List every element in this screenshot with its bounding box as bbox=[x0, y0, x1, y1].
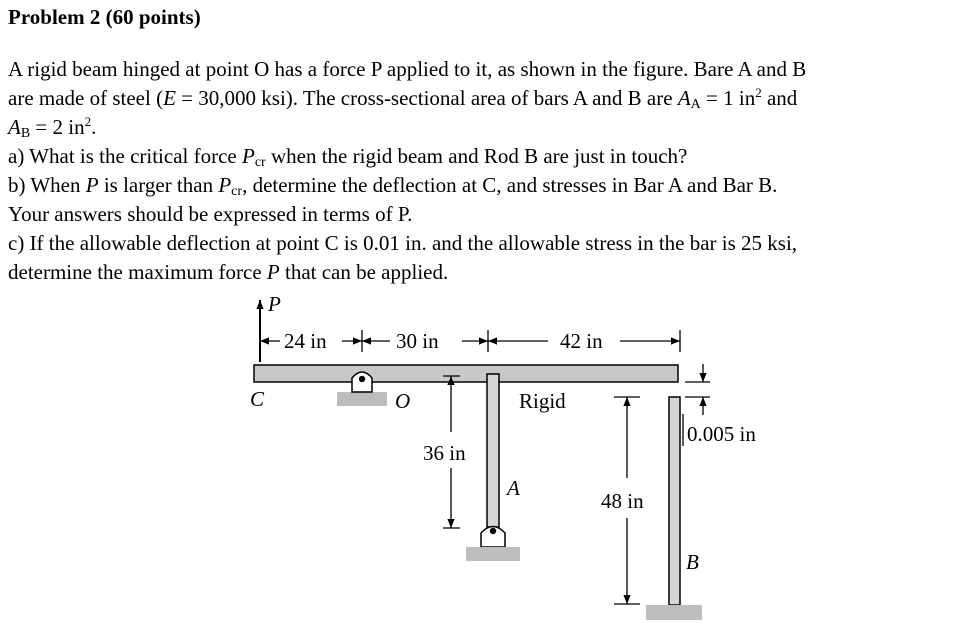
question-c-line-2: determine the maximum force P that can be applied. bbox=[8, 260, 449, 284]
bar-b bbox=[669, 397, 680, 605]
question-a: a) What is the critical force $P_{cr}$ when the rigid beam and Rod B are just in touch? bbox=[8, 144, 688, 170]
bar-b-label: B bbox=[686, 550, 699, 574]
dimension-30-in: 30 in bbox=[396, 329, 439, 353]
problem-heading: Problem 2 (60 points) bbox=[8, 5, 201, 29]
dimension-36-in: 36 in bbox=[423, 441, 466, 465]
intro-line-2: are made of steel (E = 30,000 ksi). The cross-sectional area of bars A and B are $A_A = 1$ $in^2$ and bbox=[8, 85, 798, 112]
question-b-line-2: Your answers should be expressed in terms of P. bbox=[8, 202, 413, 226]
bar-a-label: A bbox=[507, 476, 520, 500]
dimension-42-in: 42 in bbox=[560, 329, 603, 353]
point-c-label: C bbox=[250, 387, 265, 411]
intro-line-1: A rigid beam hinged at point O has a force P applied to it, as shown in the figure. Bare A and B bbox=[8, 57, 807, 81]
rigid-label: Rigid bbox=[519, 389, 566, 413]
point-o-label: O bbox=[395, 389, 411, 413]
bar-a bbox=[487, 374, 499, 527]
bar-a-support bbox=[466, 527, 520, 562]
dimension-24-in: 24 in bbox=[284, 329, 327, 353]
gap-label: 0.005 in bbox=[687, 422, 756, 446]
intro-line-3: $A_B = 2$ $in^2$. bbox=[8, 114, 97, 141]
question-b: b) When P is larger than $P_{cr}$, determine the deflection at C, and stresses in Bar A and Bar B. bbox=[8, 173, 778, 199]
question-c: c) If the allowable deflection at point C is 0.01 in. and the allowable stress in the bar is 25 ksi, bbox=[8, 231, 798, 255]
bar-b-ground bbox=[646, 605, 702, 620]
dimension-48-in: 48 in bbox=[601, 489, 644, 513]
rigid-beam bbox=[254, 365, 678, 382]
force-label: P bbox=[268, 292, 281, 316]
